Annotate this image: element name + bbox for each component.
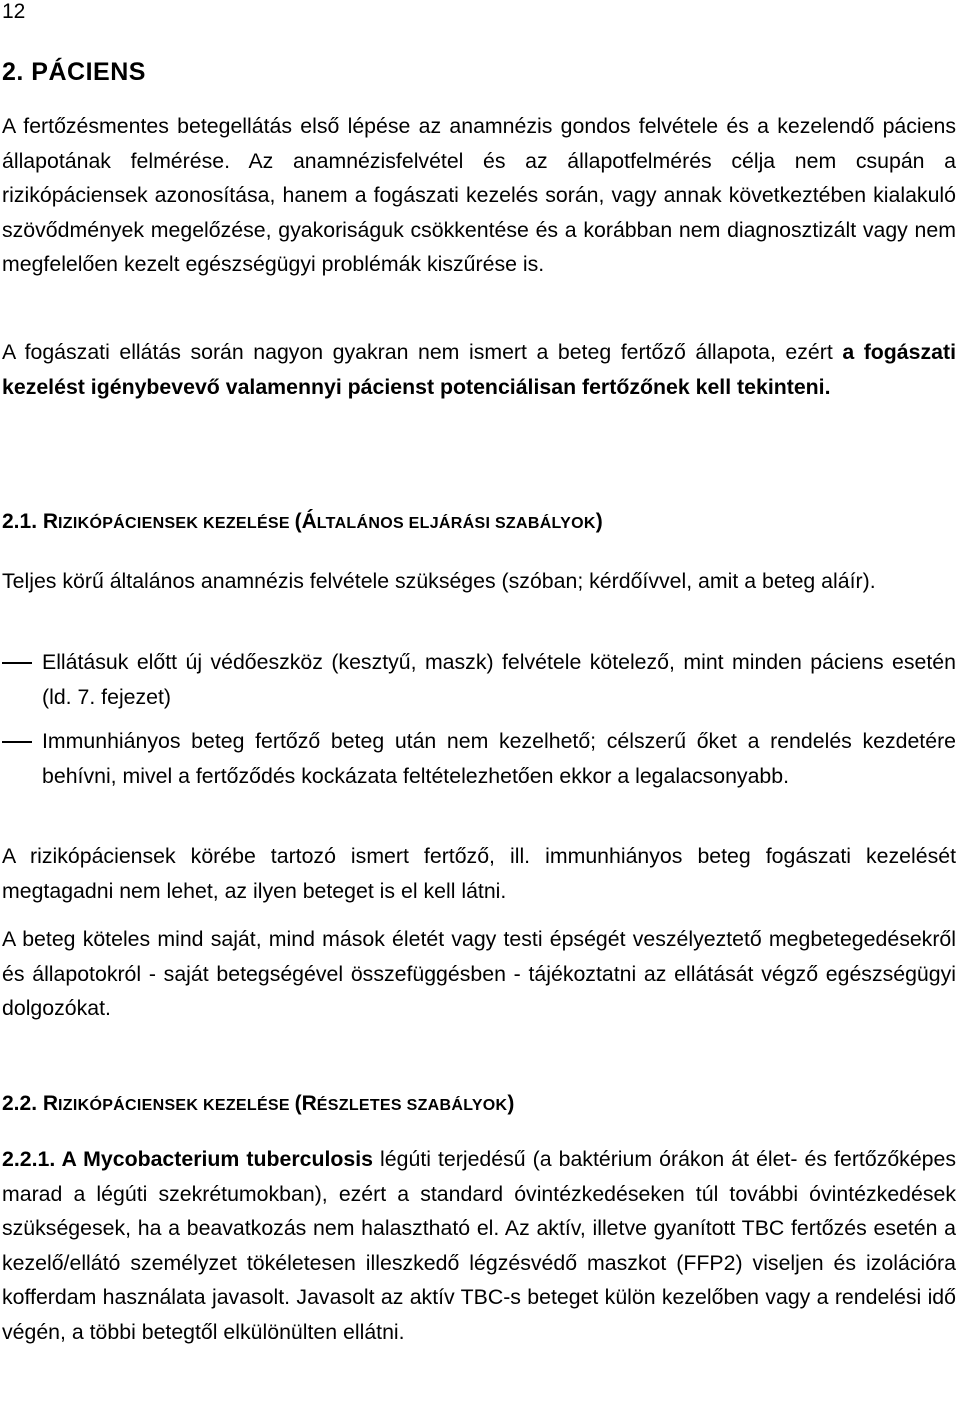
warning-bold-text: a fogászati kezelést igénybevevő valamennyi pácienst potenciálisan fertőzőnek kell tekinteni. <box>2 340 956 399</box>
intro-paragraph: A fertőzésmentes betegellátás első lépése az anamnézis gondos felvétele és a kezelendő páciens állapotának felmérése. Az anamnézisfelvétel és az állapotfelmérés célja nem csupán a rizikópáciensek azonosítása, hanem a fogászati kezelés során, vagy annak következtében kialakuló szövődmények megelőzése, gyakoriságuk csökkentése és a korábban nem diagnosztizált vagy nem megfelelően kezelt egészségügyi problémák kiszűrése is. <box>2 114 956 277</box>
chapter-title: 2. PÁCIENS <box>2 58 146 86</box>
section-2-2-heading: 2.2. RIZIKÓPÁCIENSEK KEZELÉSE (RÉSZLETES SZABÁLYOK) <box>2 1092 515 1115</box>
section-2-2-1-lead: 2.2.1. A Mycobacterium tuberculosis <box>2 1147 374 1171</box>
dash-bullet-icon <box>2 662 32 664</box>
dash-bullet-icon <box>2 741 32 743</box>
warning-text: A fogászati ellátás során nagyon gyakran nem ismert a beteg fertőző állapota, ezért <box>2 340 843 364</box>
section-2-1-paragraph-2: A rizikópáciensek körébe tartozó ismert fertőző, ill. immunhiányos beteg fogászati kezelését megtagadni nem lehet, az ilyen beteget is el kell látni. <box>2 844 956 903</box>
warning-paragraph <box>2 335 956 404</box>
section-2-1-paragraph-1: Teljes körű általános anamnézis felvétele szükséges (szóban; kérdőívvel, amit a beteg aláír). <box>2 569 876 593</box>
list-item: Ellátásuk előtt új védőeszköz (kesztyű, maszk) felvétele kötelező, mint minden páciens esetén (ld. 7. fejezet) <box>2 645 956 714</box>
list-item: Immunhiányos beteg fertőző beteg után nem kezelhető; célszerű őket a rendelés kezdetére behívni, mivel a fertőződés kockázata feltételezhetően ekkor a legalacsonyabb. <box>2 724 956 793</box>
section-2-1-heading: 2.1. RIZIKÓPÁCIENSEK KEZELÉSE (ÁLTALÁNOS ELJÁRÁSI SZABÁLYOK) <box>2 510 603 533</box>
section-2-2-1-text: légúti terjedésű (a baktérium órákon át élet- és fertőzőképes marad a légúti szekrétumokban), ezért a standard óvintézkedéseken túl további óvintézkedések szükségesek, ha a beavatkozás nem halasztható el. Az aktív, illetve gyanított TBC fertőzés esetén a kezelő/ellátó személyzet tökéletesen illeszkedő légzésvédő maszkot (FFP2) viseljen és izolációra kofferdam használata javasolt. Javasolt az aktív TBC-s beteget külön kezelőben vagy a rendelési idő végén, a többi betegtől elkülönülten ellátni. <box>2 1147 956 1344</box>
section-2-2-1-paragraph <box>2 1142 956 1350</box>
section-2-1-paragraph-3: A beteg köteles mind saját, mind mások életét vagy testi épségét veszélyeztető megbetegedésekről és állapotokról - saját betegségével összefüggésben - tájékoztatni az ellátását végző egészségügyi dolgozókat. <box>2 927 956 1021</box>
page-number: 12 <box>2 0 26 23</box>
